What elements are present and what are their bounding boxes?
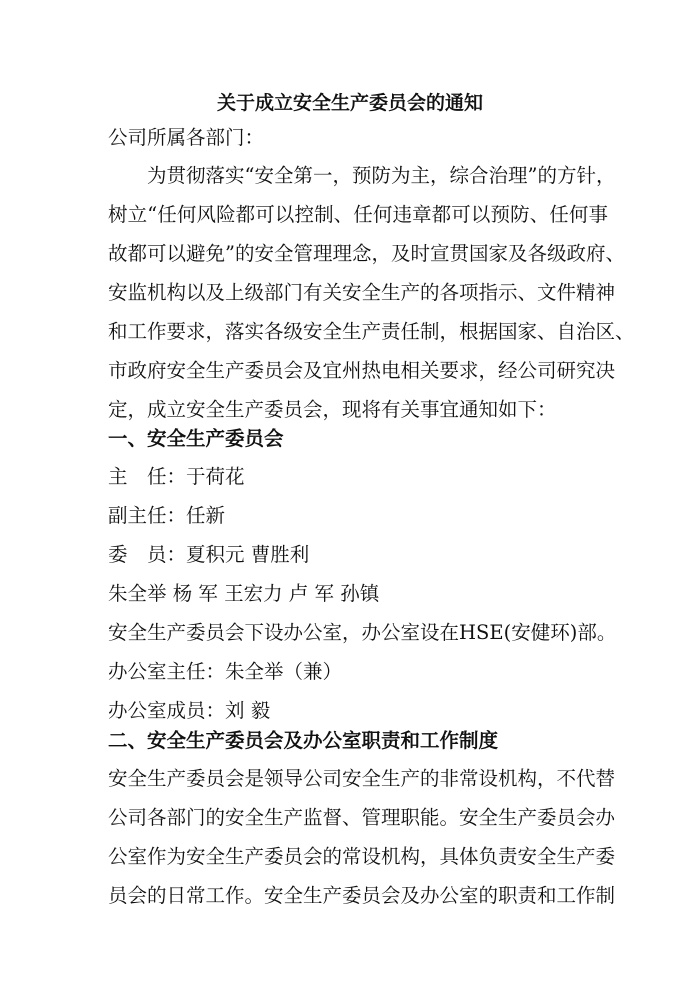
document-title: 关于成立安全生产委员会的通知: [216, 92, 483, 114]
committee-deputy-director: 副主任：任新: [108, 504, 226, 527]
body-line: 员会的日常工作。安全生产委员会及办公室的职责和工作制: [108, 884, 616, 907]
salutation: 公司所属各部门：: [108, 126, 265, 149]
intro-line: 为贯彻落实“安全第一，预防为主，综合治理”的方针，: [147, 164, 616, 187]
intro-line: 市政府安全生产委员会及宜州热电相关要求，经公司研究决: [108, 359, 616, 382]
body-line: 安全生产委员会是领导公司安全生产的非常设机构，不代替: [108, 767, 616, 790]
body-line: 公室作为安全生产委员会的常设机构，具体负责安全生产委: [108, 845, 616, 868]
office-members: 办公室成员：刘 毅: [108, 699, 271, 722]
office-director: 办公室主任：朱全举（兼）: [108, 660, 343, 683]
intro-line: 故都可以避免”的安全管理理念，及时宣贯国家及各级政府、: [108, 242, 625, 265]
section-heading: 一、安全生产委员会: [108, 427, 284, 450]
intro-line: 安监机构以及上级部门有关安全生产的各项指示、文件精神: [108, 281, 616, 304]
body-line: 公司各部门的安全生产监督、管理职能。安全生产委员会办: [108, 806, 616, 829]
intro-line: 和工作要求，落实各级安全生产责任制，根据国家、自治区、: [108, 320, 635, 343]
intro-line: 树立“任何风险都可以控制、任何违章都可以预防、任何事: [108, 203, 608, 226]
committee-members: 委 员：夏积元 曹胜利: [108, 543, 310, 566]
section-heading: 二、安全生产委员会及办公室职责和工作制度: [108, 729, 499, 752]
intro-line: 定，成立安全生产委员会，现将有关事宜通知如下：: [108, 398, 557, 421]
office-location: 安全生产委员会下设办公室，办公室设在HSE(安健环)部。: [108, 621, 617, 644]
committee-director: 主 任：于荷花: [108, 465, 245, 488]
committee-members-cont: 朱全举 杨 军 王宏力 卢 军 孙镇: [108, 582, 380, 605]
